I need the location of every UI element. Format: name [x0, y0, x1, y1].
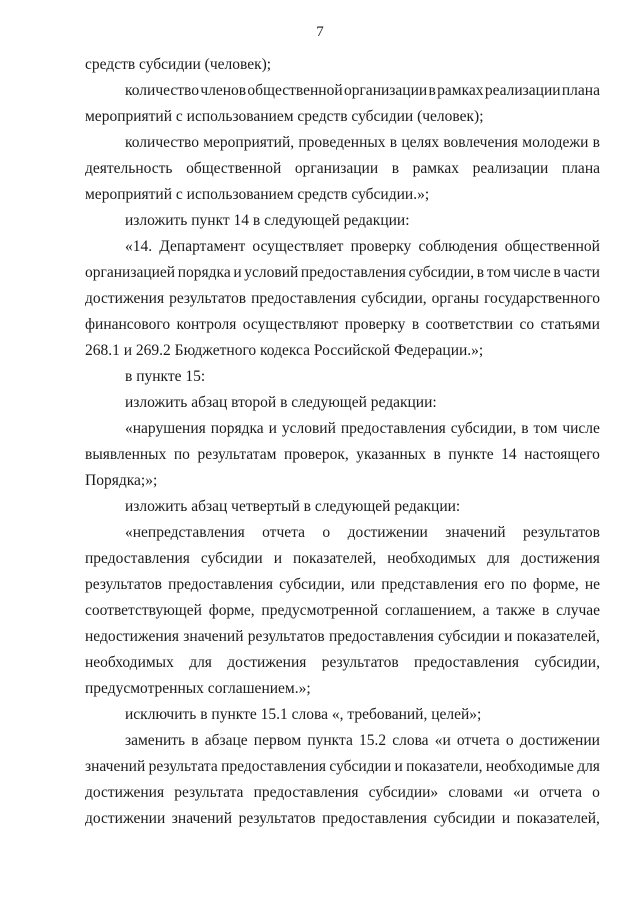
word: предоставления [168, 576, 273, 593]
word: деятельность [85, 160, 173, 177]
text-line-content: в пункте 15: [125, 368, 206, 385]
word: указанных [356, 446, 426, 463]
word: результатов [321, 654, 399, 671]
word: пункта [307, 732, 353, 749]
word: по [173, 446, 190, 463]
text-line [85, 312, 600, 338]
text-line [85, 598, 600, 624]
text-line [85, 364, 600, 390]
word: органы [431, 290, 480, 307]
word: субсидии, [408, 264, 475, 281]
word: результатов [169, 290, 247, 307]
word: необходимых [85, 654, 174, 671]
word: слова [392, 732, 429, 749]
document-body [85, 52, 600, 832]
text-line [85, 78, 600, 104]
word: «14. [125, 238, 153, 255]
word: и [501, 810, 511, 827]
word: 15.2 [358, 732, 387, 749]
word: предоставления [300, 264, 406, 281]
text-line [85, 130, 600, 156]
text-line [85, 338, 600, 364]
word: том [486, 264, 511, 281]
word: числе [513, 264, 551, 281]
word: результатов [247, 628, 325, 645]
text-line [85, 494, 600, 520]
word: контроля [176, 316, 237, 333]
word: молодежи [522, 134, 589, 151]
word: значений [183, 628, 244, 645]
word: реализации [484, 82, 561, 99]
text-line [85, 676, 600, 702]
word: субсидии [433, 810, 496, 827]
word: для [189, 654, 212, 671]
word: результатов [522, 524, 600, 541]
text-line-content: исключить в пункте 15.1 слова «, требований, целей»; [125, 706, 482, 723]
text-line [85, 780, 600, 806]
word: в [553, 264, 561, 281]
word: достижении [519, 732, 600, 749]
word: результатов [85, 576, 162, 593]
word: проведенных [298, 134, 386, 151]
word: в [191, 732, 199, 749]
word: организации [294, 160, 379, 177]
word: значений [85, 758, 146, 775]
word: проверку [344, 316, 406, 333]
word: предоставления [328, 628, 434, 645]
word: государственного [484, 290, 600, 307]
word: вовлечения [443, 134, 519, 151]
word: порядка [210, 420, 264, 437]
word: статьями [540, 316, 600, 333]
word: соответствующей [85, 602, 202, 619]
text-line-content: мероприятий с использованием средств субсидии (человек); [85, 108, 484, 125]
word: рамках [412, 160, 459, 177]
text-line [85, 702, 600, 728]
word: проверок, [283, 446, 349, 463]
word: в [411, 316, 420, 333]
word: и [394, 758, 403, 775]
word: в [433, 446, 441, 463]
word: членов [200, 82, 247, 99]
text-line [85, 520, 600, 546]
word: в [391, 160, 400, 177]
word: также [496, 602, 536, 619]
word: и [504, 628, 513, 645]
text-line-content: изложить абзац второй в следующей редакции: [125, 394, 437, 411]
word: том [533, 420, 558, 437]
text-line [85, 208, 600, 234]
word: со [519, 316, 535, 333]
word: достижении [347, 524, 428, 541]
word: пункте [448, 446, 494, 463]
word: соответствии [425, 316, 514, 333]
word: субсидии, [360, 290, 427, 307]
word: общественной [186, 160, 282, 177]
word: достижении [85, 810, 166, 827]
text-line [85, 806, 600, 832]
word: общественной [247, 82, 343, 99]
word: количество [125, 134, 199, 151]
word: настоящего [524, 446, 600, 463]
word: предоставления [340, 420, 446, 437]
word: порядка [177, 264, 231, 281]
word: в [428, 82, 436, 99]
word: соблюдения [418, 238, 498, 255]
word: условий [244, 264, 299, 281]
word: результата [148, 758, 218, 775]
word: заменить [125, 732, 186, 749]
word: показателей, [516, 628, 600, 645]
word: форме, [208, 602, 255, 619]
word: «непредставления [125, 524, 245, 541]
word: показателей, [516, 810, 600, 827]
word: «нарушения [125, 420, 206, 437]
text-line [85, 416, 600, 442]
text-line-content: Порядка;»; [85, 472, 158, 489]
word: Департамент [159, 238, 246, 255]
word: количество [125, 82, 199, 99]
word: и [273, 550, 282, 567]
word: части [563, 264, 600, 281]
word: субсидии, [279, 576, 345, 593]
word: для [487, 550, 510, 567]
word: в [476, 264, 485, 281]
word: результата [174, 784, 244, 801]
word: значений [171, 810, 233, 827]
word: 14 [501, 446, 517, 463]
text-line-content: средств субсидии (человек); [85, 56, 272, 73]
word: субсидии, [450, 420, 517, 437]
word: организацией [85, 264, 176, 281]
text-line [85, 546, 600, 572]
text-line [85, 754, 600, 780]
word: достижения [520, 550, 600, 567]
word: целях [401, 134, 440, 151]
word: в [521, 420, 529, 437]
word: выявленных [85, 446, 167, 463]
word: отчета [262, 524, 305, 541]
word: не [584, 576, 600, 593]
text-line [85, 390, 600, 416]
text-line-content: предусмотренных соглашением.»; [85, 680, 311, 697]
word: предусмотренной [261, 602, 379, 619]
word: о [592, 784, 600, 801]
word: абзаце [204, 732, 248, 749]
word: предоставления [322, 810, 427, 827]
text-line [85, 728, 600, 754]
text-line [85, 624, 600, 650]
word: плана [561, 82, 600, 99]
word: первом [253, 732, 302, 749]
word: представления [381, 576, 478, 593]
word: в [389, 134, 398, 151]
word: значений [445, 524, 506, 541]
word: о [505, 732, 514, 749]
word: для [577, 758, 600, 775]
word: условий [281, 420, 336, 437]
word: субсидии [329, 758, 392, 775]
word: субсидии [438, 628, 500, 645]
word: словами [448, 784, 503, 801]
word: или [350, 576, 376, 593]
word: и [268, 420, 277, 437]
text-line [85, 286, 600, 312]
text-line [85, 468, 600, 494]
word: субсидии» [368, 784, 439, 801]
word: рамках [437, 82, 484, 99]
word: осуществляет [252, 238, 344, 255]
word: форме, [532, 576, 579, 593]
text-line-content: мероприятий с использованием средств субсидии.»; [85, 186, 430, 203]
word: а [482, 602, 490, 619]
word: достижения [227, 654, 307, 671]
word: случае [556, 602, 600, 619]
word: необходимых [387, 550, 477, 567]
word: организации [343, 82, 428, 99]
text-line [85, 260, 600, 286]
text-line [85, 572, 600, 598]
text-line [85, 650, 600, 676]
word: субсидии, [534, 654, 600, 671]
word: показателей, [292, 550, 377, 567]
word: его [484, 576, 505, 593]
text-line-content: изложить пункт 14 в следующей редакции: [125, 212, 410, 229]
word: финансового [85, 316, 171, 333]
text-line [85, 52, 600, 78]
text-line [85, 234, 600, 260]
word: результатам [197, 446, 277, 463]
page-number: 7 [316, 24, 324, 40]
word: предоставления [253, 784, 359, 801]
text-line [85, 156, 600, 182]
word: по [510, 576, 527, 593]
word: отчета [539, 784, 582, 801]
word: о [322, 524, 331, 541]
word: и [233, 264, 242, 281]
word: плана [561, 160, 600, 177]
word: субсидии [200, 550, 263, 567]
word: числе [562, 420, 600, 437]
word: необходимые [485, 758, 574, 775]
word: в [541, 602, 550, 619]
word: предоставления [251, 290, 356, 307]
word: «и [434, 732, 451, 749]
text-line-content: изложить абзац четвертый в следующей редакции: [125, 498, 461, 515]
word: результатов [238, 810, 316, 827]
text-line [85, 442, 600, 468]
word: достижения [85, 784, 165, 801]
word: соглашением, [385, 602, 476, 619]
word: достижения [85, 290, 165, 307]
word: «и [512, 784, 529, 801]
word: недостижения [85, 628, 180, 645]
word: отчета [456, 732, 500, 749]
text-line [85, 104, 600, 130]
word: осуществляют [242, 316, 339, 333]
word: реализации [472, 160, 549, 177]
word: проверку [350, 238, 412, 255]
word: общественной [504, 238, 600, 255]
text-line-content: 268.1 и 269.2 Бюджетного кодекса Российской Федерации.»; [85, 342, 484, 359]
word: показатели, [406, 758, 483, 775]
word: в [592, 134, 600, 151]
word: мероприятий, [203, 134, 295, 151]
text-line [85, 182, 600, 208]
word: предоставления [414, 654, 519, 671]
word: предоставления [221, 758, 327, 775]
word: предоставления [85, 550, 190, 567]
